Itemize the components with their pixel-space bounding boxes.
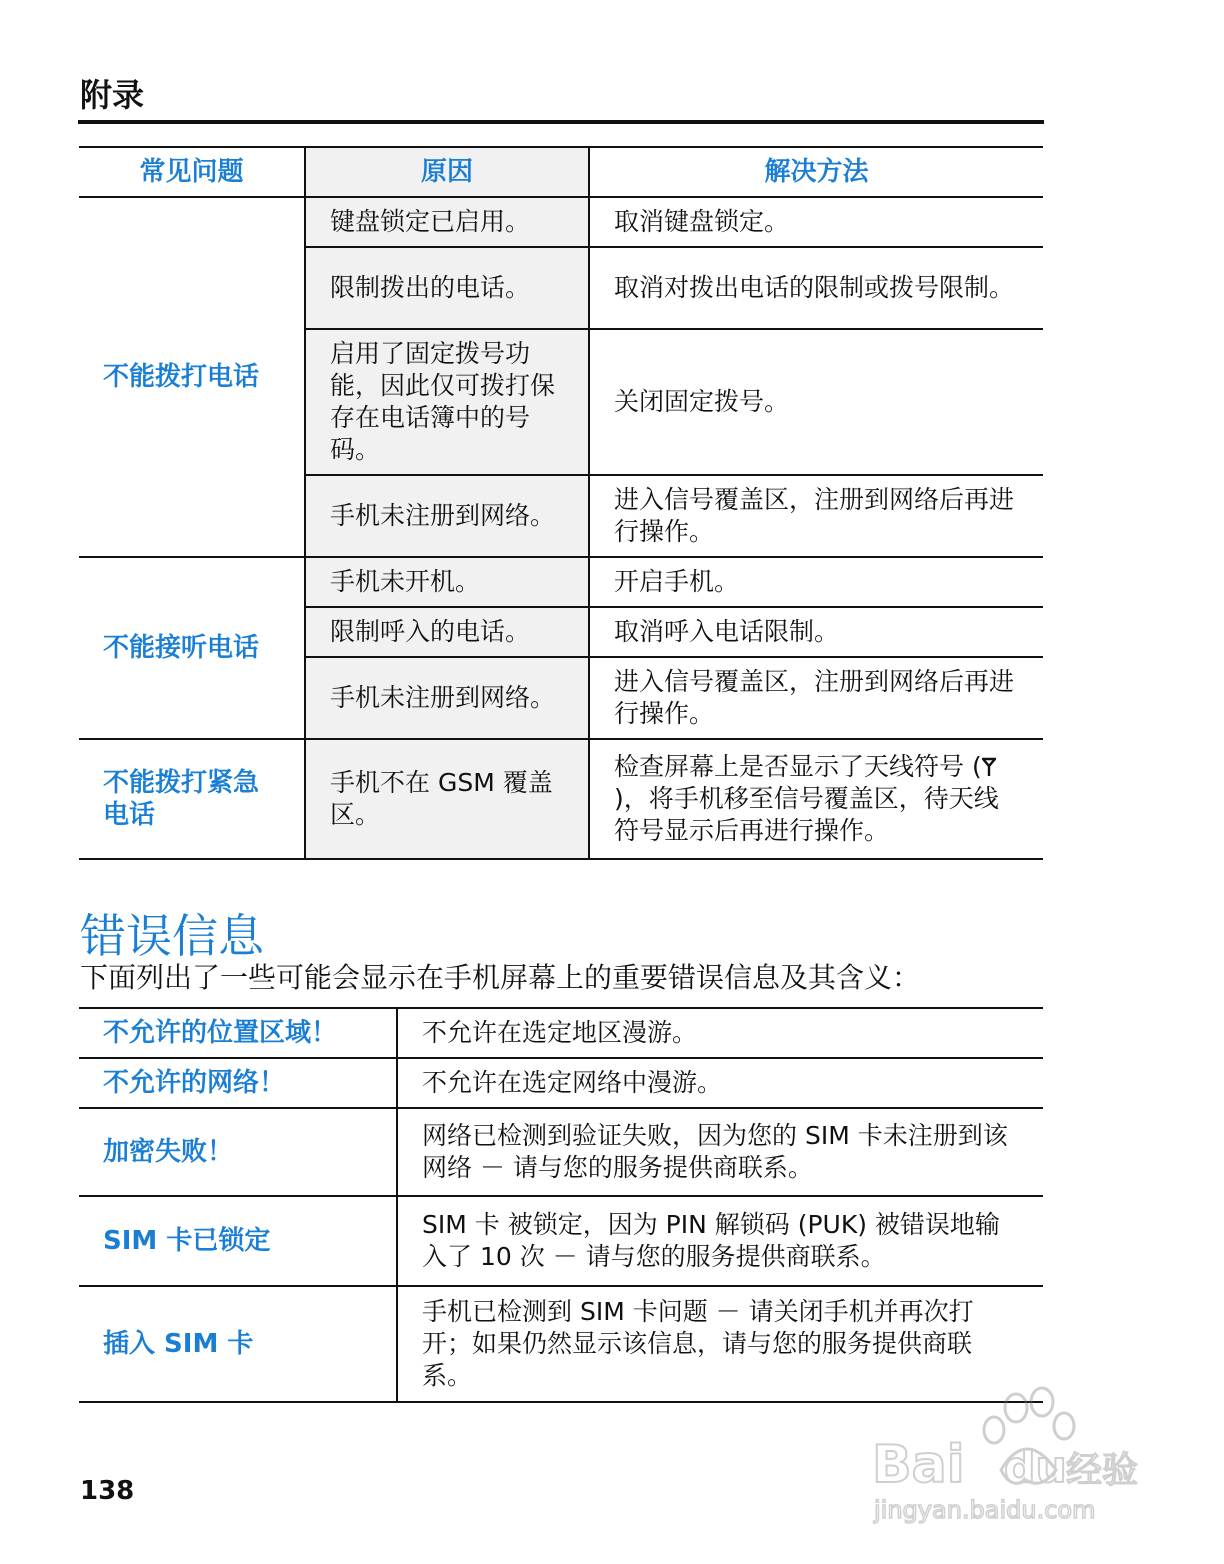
error-name: 不允许的位置区域！ <box>79 1008 397 1058</box>
cause-cell: 启用了固定拨号功能，因此仅可拨打保存在电话簿中的号码。 <box>305 329 589 475</box>
table-row <box>79 1058 1043 1108</box>
table-row <box>79 1008 1043 1058</box>
solution-text-before: 检查屏幕上是否显示了天线符号 ( <box>614 752 982 781</box>
table-row <box>79 1108 1043 1196</box>
page-number: 138 <box>80 1476 135 1506</box>
solution-cell: 进入信号覆盖区，注册到网络后再进行操作。 <box>589 657 1043 739</box>
table-header-row <box>79 147 1043 197</box>
cause-cell: 手机未注册到网络。 <box>305 475 589 557</box>
error-name: SIM 卡已锁定 <box>79 1196 397 1286</box>
table-row <box>79 197 1043 247</box>
error-description: 手机已检测到 SIM 卡问题 － 请关闭手机并再次打开；如果仍然显示该信息，请与您的服务提供商联系。 <box>397 1286 1043 1402</box>
solution-cell: 进入信号覆盖区，注册到网络后再进行操作。 <box>589 475 1043 557</box>
solution-cell: 取消对拨出电话的限制或拨号限制。 <box>589 247 1043 329</box>
problem-label: 不能接听电话 <box>79 557 305 739</box>
section-header: 附录 <box>80 76 145 114</box>
error-description: 不允许在选定网络中漫游。 <box>397 1058 1043 1108</box>
problem-label: 不能拨打电话 <box>79 197 305 557</box>
error-name: 插入 SIM 卡 <box>79 1286 397 1402</box>
column-header-solution: 解决方法 <box>589 147 1043 197</box>
cause-cell: 手机未开机。 <box>305 557 589 607</box>
svg-text:jingyan.baidu.com: jingyan.baidu.com <box>874 1496 1096 1524</box>
problem-label: 不能拨打紧急电话 <box>79 739 305 859</box>
cause-cell: 限制呼入的电话。 <box>305 607 589 657</box>
cause-cell: 手机未注册到网络。 <box>305 657 589 739</box>
svg-text:Bai: Bai <box>872 1435 965 1495</box>
error-name: 不允许的网络！ <box>79 1058 397 1108</box>
error-description: 不允许在选定地区漫游。 <box>397 1008 1043 1058</box>
header-rule <box>78 120 1044 124</box>
solution-cell: 开启手机。 <box>589 557 1043 607</box>
cause-cell: 限制拨出的电话。 <box>305 247 589 329</box>
column-header-cause: 原因 <box>305 147 589 197</box>
error-name: 加密失败！ <box>79 1108 397 1196</box>
antenna-icon <box>982 757 996 777</box>
baidu-watermark-logo <box>866 1380 1166 1530</box>
error-messages-intro: 下面列出了一些可能会显示在手机屏幕上的重要错误信息及其含义： <box>80 961 921 994</box>
solution-text-after: )，将手机移至信号覆盖区，待天线符号显示后再进行操作。 <box>614 784 999 845</box>
cause-cell: 键盘锁定已启用。 <box>305 197 589 247</box>
error-messages-table <box>79 1007 1043 1403</box>
error-description: SIM 卡 被锁定，因为 PIN 解锁码 (PUK) 被错误地输入了 10 次 － 请与您的服务提供商联系。 <box>397 1196 1043 1286</box>
column-header-problem: 常见问题 <box>79 147 305 197</box>
solution-cell: 取消键盘锁定。 <box>589 197 1043 247</box>
solution-cell: 取消呼入电话限制。 <box>589 607 1043 657</box>
troubleshooting-table <box>79 146 1043 860</box>
solution-cell: 关闭固定拨号。 <box>589 329 1043 475</box>
table-row <box>79 1196 1043 1286</box>
error-messages-title: 错误信息 <box>80 909 264 963</box>
table-row <box>79 557 1043 607</box>
table-row <box>79 739 1043 859</box>
cause-cell: 手机不在 GSM 覆盖区。 <box>305 739 589 859</box>
solution-cell <box>589 739 1043 859</box>
svg-text:经验: 经验 <box>1066 1450 1139 1491</box>
svg-text:du: du <box>1004 1442 1067 1493</box>
error-description: 网络已检测到验证失败，因为您的 SIM 卡未注册到该网络 － 请与您的服务提供商联系。 <box>397 1108 1043 1196</box>
